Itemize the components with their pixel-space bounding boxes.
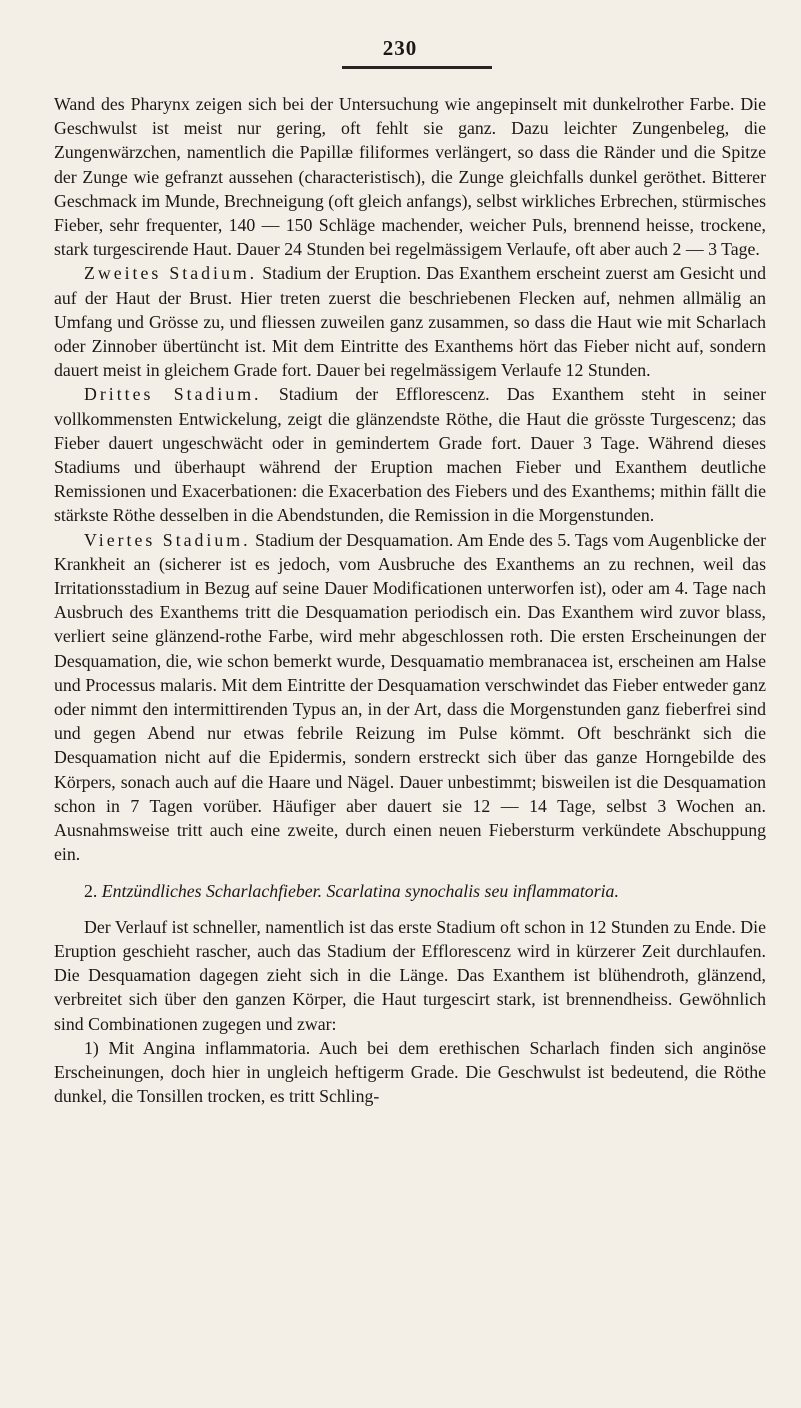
paragraph-text: Stadium der Efflorescenz. Das Exanthem steht in seiner vollkommensten Entwickelung, zeigt die glänzendste Röthe, die Haut die grösste Turgescenz; das Fieber dauert ungeschwächt oder in gemindertem Grade fort. Dauer 3 Tage. Während dieses Stadiums und überhaupt während der Eruption machen Fieber und Exanthem deutliche Remissionen und Exacerbationen: die Exacerbation des Fiebers und des Exanthems; mithin fällt die stärkste Röthe desselben in die Abendstunden, die Remission in die Morgenstunden.: [54, 384, 766, 526]
paragraph-text: 1) Mit Angina inflammatoria. Auch bei dem erethischen Scharlach finden sich anginöse Erscheinungen, doch hier in ungleich heftigerm Grade. Die Geschwulst ist bedeutend, die Röthe dunkel, die Tonsillen trocken, es tritt Schling-: [54, 1037, 766, 1107]
paragraph-text: Wand des Pharynx zeigen sich bei der Untersuchung wie angepinselt mit dunkelrother Farbe. Die Geschwulst ist meist nur gering, oft fehlt sie ganz. Dazu leichter Zungenbeleg, die Zungenwärzchen, namentlich die Papillæ filiformes verlängert, so dass die Ränder und die Spitze der Zunge wie gefranzt aussehen (characteristisch), die Zunge gleichfalls dunkel geröthet. Bitterer Geschmack im Munde, Brechneigung (oft gleich anfangs), selbst wirkliches Erbrechen, stürmisches Fieber, sehr frequenter, 140 — 150 Schläge machender, weicher Puls, brennend heisse, trockene, stark turgescirende Haut. Dauer 24 Stunden bei regelmässigem Verlaufe, oft aber auch 2 — 3 Tage.: [54, 94, 766, 260]
paragraph: [54, 1036, 766, 1109]
stage-heading: Zweites Stadium.: [84, 263, 258, 284]
page-number: 230: [382, 36, 418, 60]
section-heading: [54, 879, 766, 903]
paragraph-text: Stadium der Eruption. Das Exanthem erscheint zuerst am Gesicht und auf der Haut der Brust. Hier treten zuerst die beschriebenen Flecken auf, nehmen allmälig an Umfang und Grösse zu, und fliessen zuweilen ganz zusammen, so dass die Haut wie mit Scharlach oder Zinnober übertüncht ist. Mit dem Eintritte des Exanthems hört das Fieber nicht auf, sondern dauert meist in gleichem Grade fort. Dauer bei regelmässigem Verlaufe 12 Stunden.: [54, 263, 766, 381]
section-number: 2.: [84, 880, 98, 901]
body-text: [54, 92, 766, 1108]
stage-heading: Drittes Stadium.: [84, 384, 262, 405]
paragraph: [54, 261, 766, 382]
section-title: Entzündliches Scharlachfieber. Scarlatina synochalis seu inflammatoria.: [101, 880, 619, 901]
header-rule: [342, 66, 492, 69]
paragraph: [54, 92, 766, 261]
paragraph: [54, 915, 766, 1036]
paragraph-text: Der Verlauf ist schneller, namentlich ist das erste Stadium oft schon in 12 Stunden zu Ende. Die Eruption geschieht rascher, auch das Stadium der Efflorescenz wird in kürzerer Zeit durchlaufen. Die Desquamation dagegen zieht sich in die Länge. Das Exanthem ist blühendroth, glänzend, verbreitet sich über den ganzen Körper, die Haut turgescirt stark, ist brennendheiss. Gewöhnlich sind Combinationen zugegen und zwar:: [54, 916, 766, 1034]
stage-heading: Viertes Stadium.: [84, 529, 251, 550]
paragraph: [54, 528, 766, 867]
paragraph: [54, 382, 766, 527]
paragraph-text: Stadium der Desquamation. Am Ende des 5. Tags vom Augenblicke der Krankheit an (sicherer ist es jedoch, vom Ausbruche des Exanthems an zu rechnen, weil das Irritationsstadium in Bezug auf seine Dauer Modificationen unterworfen ist), oder am 4. Tage nach Ausbruch des Exanthems tritt die Desquamation periodisch ein. Das Exanthem wird zuvor blass, verliert seine glänzend-rothe Farbe, wird mehr abgeschlossen roth. Die ersten Erscheinungen der Desquamation, die, wie schon bemerkt wurde, Desquamatio membranacea ist, erscheinen am Halse und Processus malaris. Mit dem Eintritte der Desquamation verschwindet das Fieber entweder ganz oder nimmt den intermittirenden Typus an, in der Art, dass die Morgenstunden ganz fieberfrei sind und gegen Abend nur etwas febrile Reizung im Pulse kömmt. Oft beschränkt sich die Desquamation nicht auf die Epidermis, sondern erstreckt sich über das ganze Horngebilde des Körpers, sonach auch auf die Haare und Nägel. Dauer unbestimmt; bisweilen ist die Desquamation schon in 7 Tagen vorüber. Häufiger aber dauert sie 12 — 14 Tage, selbst 3 Wochen an. Ausnahmsweise tritt auch eine zweite, durch einen neuen Fiebersturm verkündete Abschuppung ein.: [54, 529, 767, 865]
